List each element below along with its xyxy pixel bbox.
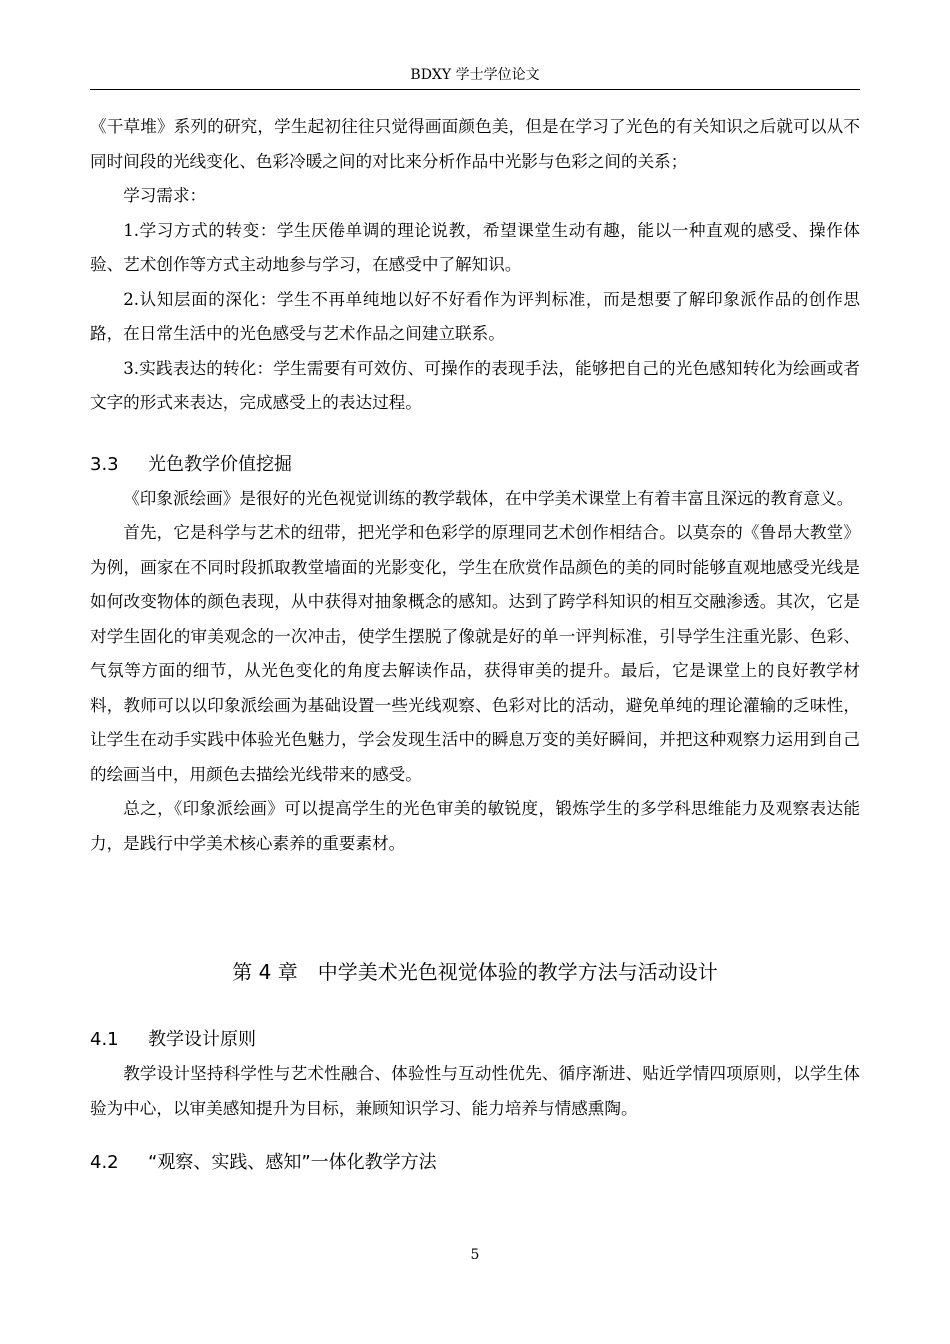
paragraph: 教学设计坚持科学性与艺术性融合、体验性与互动性优先、循序渐进、贴近学情四项原则，以学生体验为中心，以审美感知提升为目标，兼顾知识学习、能力培养与情感熏陶。 <box>90 1064 860 1118</box>
paragraph: 首先，它是科学与艺术的纽带，把光学和色彩学的原理同艺术创作相结合。以莫奈的《鲁昂大教堂》为例，画家在不同时段抓取教堂墙面的光影变化，学生在欣赏作品颜色的美的同时能够直观地感受光线是如何改变物体的颜色表现，从中获得对抽象概念的感知。达到了跨学科知识的相互交融渗透。其次，它是对学生固化的审美观念的一次冲击，使学生摆脱了像就是好的单一评判标准，引导学生注重光影、色彩、气氛等方面的细节，从光色变化的角度去解读作品，获得审美的提升。最后，它是课堂上的良好教学材料，教师可以以印象派绘画为基础设置一些光线观察、色彩对比的活动，避免单纯的理论灌输的乏味性，让学生在动手实践中体验光色魅力，学会发现生活中的瞬息万变的美好瞬间，并把这种观察力运用到自己的绘画当中，用颜色去描绘光线带来的感受。 <box>90 523 860 784</box>
paragraph: 《印象派绘画》是很好的光色视觉训练的教学载体，在中学美术课堂上有着丰富且深远的教育意义。 <box>123 488 854 508</box>
section-heading-3-3 <box>90 448 860 482</box>
section-title: 教学设计原则 <box>148 1029 256 1050</box>
page-number: 5 <box>470 1247 480 1263</box>
section-number: 3.3 <box>90 453 119 475</box>
section-title: 光色教学价值挖掘 <box>148 453 292 475</box>
section-title: “观察、实践、感知”一体化教学方法 <box>148 1152 437 1173</box>
section-number: 4.2 <box>90 1152 119 1173</box>
header-divider <box>90 89 860 90</box>
paragraph: 《干草堆》系列的研究，学生起初往往只觉得画面颜色美，但是在学习了光色的有关知识之后就可以从不同时间段的光线变化、色彩冷暖之间的对比来分析作品中光影与色彩之间的关系； <box>90 117 860 171</box>
section-heading-4-1 <box>90 1023 860 1057</box>
paragraph: 总之，《印象派绘画》可以提高学生的光色审美的敏锐度，锻炼学生的多学科思维能力及观察表达能力，是践行中学美术核心素养的重要素材。 <box>90 799 860 853</box>
paragraph: 学习需求： <box>123 186 207 205</box>
chapter-heading: 第 4 章 中学美术光色视觉体验的教学方法与活动设计 <box>232 960 718 984</box>
running-header: BDXY 学士学位论文 <box>410 67 540 83</box>
paragraph: 1.学习方式的转变：学生厌倦单调的理论说教，希望课堂生动有趣，能以一种直观的感受、操作体验、艺术创作等方式主动地参与学习，在感受中了解知识。 <box>90 220 860 274</box>
section-heading-4-2 <box>90 1146 860 1180</box>
paragraph: 3.实践表达的转化：学生需要有可效仿、可操作的表现手法，能够把自己的光色感知转化为绘画或者文字的形式来表达，完成感受上的表达过程。 <box>90 358 860 412</box>
paragraph: 2.认知层面的深化：学生不再单纯地以好不好看作为评判标准，而是想要了解印象派作品的创作思路，在日常生活中的光色感受与艺术作品之间建立联系。 <box>90 289 860 343</box>
section-number: 4.1 <box>90 1029 119 1050</box>
page-body <box>90 110 860 1180</box>
